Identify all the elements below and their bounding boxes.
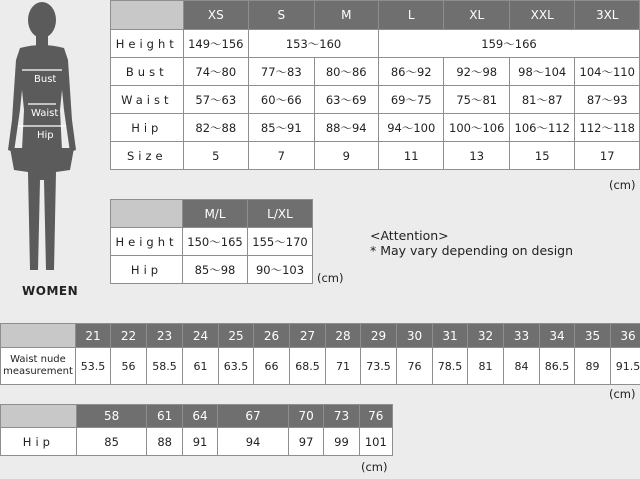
table-cell: 7: [249, 142, 314, 170]
table-cell: 100〜106: [444, 114, 509, 142]
waist-size-header: 21: [76, 324, 111, 348]
hip-size-header: 76: [359, 405, 392, 428]
table-cell: 81: [468, 348, 504, 385]
table-cell: 149〜156: [183, 30, 248, 58]
hip-size-header: 61: [147, 405, 182, 428]
table-cell: 85〜98: [183, 256, 248, 284]
attention-text: * May vary depending on design: [370, 243, 574, 258]
row-label: Size: [111, 142, 184, 170]
table-cell: 94〜100: [379, 114, 444, 142]
size-header: L/XL: [248, 200, 313, 228]
table-cell: 81〜87: [509, 86, 574, 114]
table-cell: 99: [324, 428, 359, 456]
table-cell: 87〜93: [575, 86, 640, 114]
table-cell: 86.5: [540, 348, 575, 385]
waist-size-header: 36: [611, 324, 640, 348]
table-cell: 74〜80: [183, 58, 248, 86]
table-cell: 92〜98: [444, 58, 509, 86]
size-header: XS: [183, 1, 248, 30]
table-cell: 84: [504, 348, 540, 385]
table-cell: 75〜81: [444, 86, 509, 114]
women-figure-diagram: [0, 0, 110, 300]
size-header: XXL: [509, 1, 574, 30]
table-cell: 153〜160: [249, 30, 379, 58]
row-label: Waist nude measurement: [1, 348, 76, 385]
waist-size-header: 33: [504, 324, 540, 348]
table-cell: 57〜63: [183, 86, 248, 114]
waist-size-header: 30: [397, 324, 433, 348]
hip-size-header: 67: [218, 405, 289, 428]
row-label: Hip: [111, 114, 184, 142]
size-header: 3XL: [575, 1, 640, 30]
hip-size-table: [0, 404, 393, 456]
table-cell: 58.5: [147, 348, 183, 385]
size-header: M/L: [183, 200, 248, 228]
unit-label: (cm): [317, 271, 344, 285]
waist-size-header: 28: [326, 324, 361, 348]
table-cell: 112〜118: [575, 114, 640, 142]
table-cell: 63.5: [219, 348, 254, 385]
table-cell: 155〜170: [248, 228, 313, 256]
table-cell: 98〜104: [509, 58, 574, 86]
table-cell: 71: [326, 348, 361, 385]
table-cell: 78.5: [433, 348, 468, 385]
attention-title: <Attention>: [370, 228, 449, 243]
size-header: S: [249, 1, 314, 30]
size-header: XL: [444, 1, 509, 30]
table-cell: 159〜166: [379, 30, 640, 58]
table-cell: 89: [575, 348, 611, 385]
row-label: Height: [111, 30, 184, 58]
table-cell: 91.5: [611, 348, 640, 385]
unit-label: (cm): [609, 178, 636, 192]
table-corner: [111, 200, 183, 228]
waist-size-header: 27: [290, 324, 326, 348]
row-label: Hip: [1, 428, 77, 456]
unit-label: (cm): [609, 387, 636, 401]
waist-size-header: 25: [219, 324, 254, 348]
table-cell: 61: [183, 348, 219, 385]
table-cell: 150〜165: [183, 228, 248, 256]
attention-note: [370, 228, 573, 258]
unit-label: (cm): [361, 460, 388, 474]
size-header: M: [314, 1, 378, 30]
table-cell: 104〜110: [575, 58, 640, 86]
hip-size-header: 64: [182, 405, 217, 428]
table-cell: 9: [314, 142, 378, 170]
table-cell: 69〜75: [379, 86, 444, 114]
waist-label: Waist: [31, 108, 59, 119]
table-cell: 63〜69: [314, 86, 378, 114]
table-cell: 82〜88: [183, 114, 248, 142]
row-label: Waist: [111, 86, 184, 114]
waist-size-header: 35: [575, 324, 611, 348]
table-cell: 94: [218, 428, 289, 456]
hip-size-header: 58: [76, 405, 147, 428]
ml-lxl-table: [110, 199, 313, 284]
table-cell: 15: [509, 142, 574, 170]
table-cell: 17: [575, 142, 640, 170]
table-corner: [1, 324, 76, 348]
row-label: Hip: [111, 256, 183, 284]
hip-label: Hip: [37, 130, 54, 141]
table-cell: 13: [444, 142, 509, 170]
table-cell: 91: [182, 428, 217, 456]
table-corner: [111, 1, 184, 30]
row-label: Height: [111, 228, 183, 256]
table-cell: 80〜86: [314, 58, 378, 86]
table-cell: 88〜94: [314, 114, 378, 142]
table-cell: 90〜103: [248, 256, 313, 284]
waist-size-header: 31: [433, 324, 468, 348]
waist-size-header: 26: [254, 324, 290, 348]
table-cell: 56: [111, 348, 147, 385]
table-cell: 73.5: [361, 348, 397, 385]
waist-size-header: 24: [183, 324, 219, 348]
table-cell: 60〜66: [249, 86, 314, 114]
table-cell: 85: [76, 428, 147, 456]
waist-size-header: 23: [147, 324, 183, 348]
main-size-table: [110, 0, 640, 170]
hip-size-header: 73: [324, 405, 359, 428]
table-cell: 86〜92: [379, 58, 444, 86]
row-label: Bust: [111, 58, 184, 86]
table-cell: 106〜112: [509, 114, 574, 142]
table-cell: 88: [147, 428, 182, 456]
table-cell: 53.5: [76, 348, 111, 385]
hip-size-header: 70: [288, 405, 323, 428]
table-corner: [1, 405, 77, 428]
table-cell: 85〜91: [249, 114, 314, 142]
waist-size-header: 22: [111, 324, 147, 348]
table-cell: 68.5: [290, 348, 326, 385]
table-cell: 11: [379, 142, 444, 170]
size-header: L: [379, 1, 444, 30]
table-cell: 66: [254, 348, 290, 385]
gender-label: WOMEN: [22, 284, 79, 298]
waist-size-header: 29: [361, 324, 397, 348]
table-cell: 5: [183, 142, 248, 170]
waist-size-header: 32: [468, 324, 504, 348]
waist-size-header: 34: [540, 324, 575, 348]
table-cell: 97: [288, 428, 323, 456]
table-cell: 101: [359, 428, 392, 456]
table-cell: 76: [397, 348, 433, 385]
waist-nude-table: [0, 323, 640, 385]
table-cell: 77〜83: [249, 58, 314, 86]
bust-label: Bust: [34, 74, 57, 85]
